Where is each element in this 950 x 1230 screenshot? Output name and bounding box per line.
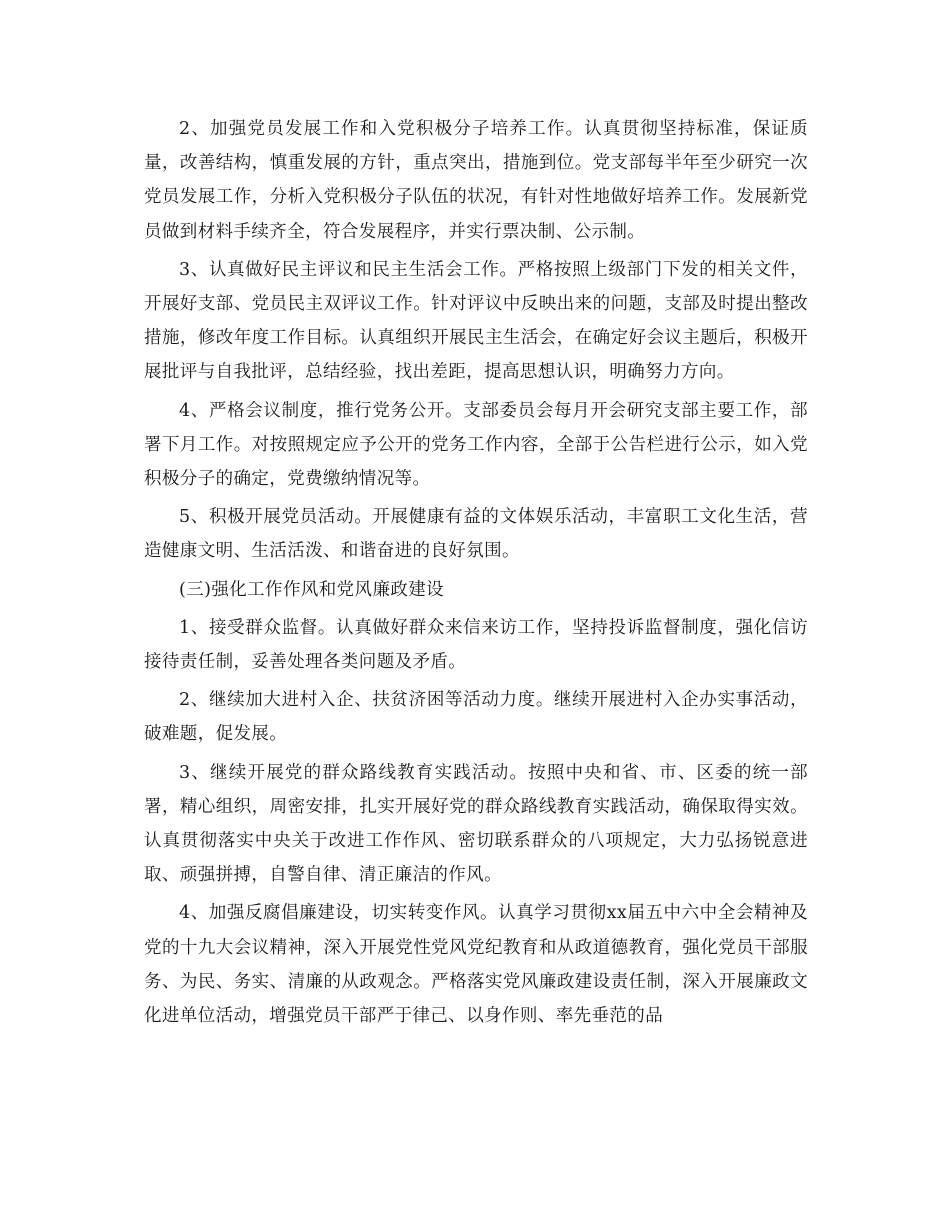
document-body	[144, 112, 808, 1037]
paragraph-anti-corruption: 4、加强反腐倡廉建设，切实转变作风。认真学习贯彻xx届五中六中全会精神及党的十九大会议精神，深入开展党性党风党纪教育和从政道德教育，强化党员干部服务、为民、务实、清廉的从政观念。严格落实党风廉政建设责任制，深入开展廉政文化进单位活动，增强党员干部严于律己、以身作则、率先垂范的品	[144, 903, 808, 1027]
paragraph-mass-line-education: 3、继续开展党的群众路线教育实践活动。按照中央和省、市、区委的统一部署，精心组织，周密安排，扎实开展好党的群众路线教育实践活动，确保取得实效。认真贯彻落实中央关于改进工作作风、密切联系群众的八项规定，大力弘扬锐意进取、顽强拼搏，自警自律、清正廉洁的作风。	[144, 762, 808, 886]
paragraph-village-enterprise: 2、继续加大进村入企、扶贫济困等活动力度。继续开展进村入企办实事活动，破难题，促发展。	[144, 690, 808, 745]
paragraph-party-member-development: 2、加强党员发展工作和入党积极分子培养工作。认真贯彻坚持标准，保证质量，改善结构，慎重发展的方针，重点突出，措施到位。党支部每半年至少研究一次党员发展工作，分析入党积极分子队伍的状况，有针对性地做好培养工作。发展新党员做到材料手续齐全，符合发展程序，并实行票决制、公示制。	[144, 119, 808, 242]
paragraph-member-activities: 5、积极开展党员活动。开展健康有益的文体娱乐活动，丰富职工文化生活，营造健康文明、生活活泼、和谐奋进的良好氛围。	[144, 507, 808, 562]
paragraph-democratic-review: 3、认真做好民主评议和民主生活会工作。严格按照上级部门下发的相关文件，开展好支部、党员民主双评议工作。针对评议中反映出来的问题，支部及时提出整改措施，修改年度工作目标。认真组织开展民主生活会，在确定好会议主题后，积极开展批评与自我批评，总结经验，找出差距，提高思想认识，明确努力方向。	[144, 259, 808, 383]
paragraph-public-supervision: 1、接受群众监督。认真做好群众来信来访工作，坚持投诉监督制度，强化信访接待责任制，妥善处理各类问题及矛盾。	[144, 617, 808, 673]
paragraph-meeting-system: 4、严格会议制度，推行党务公开。支部委员会每月开会研究支部主要工作，部署下月工作。对按照规定应予公开的党务工作内容，全部于公告栏进行公示，如入党积极分子的确定，党费缴纳情况等。	[144, 400, 808, 490]
section-heading-work-style: (三)强化工作作风和党风廉政建设	[179, 579, 445, 600]
